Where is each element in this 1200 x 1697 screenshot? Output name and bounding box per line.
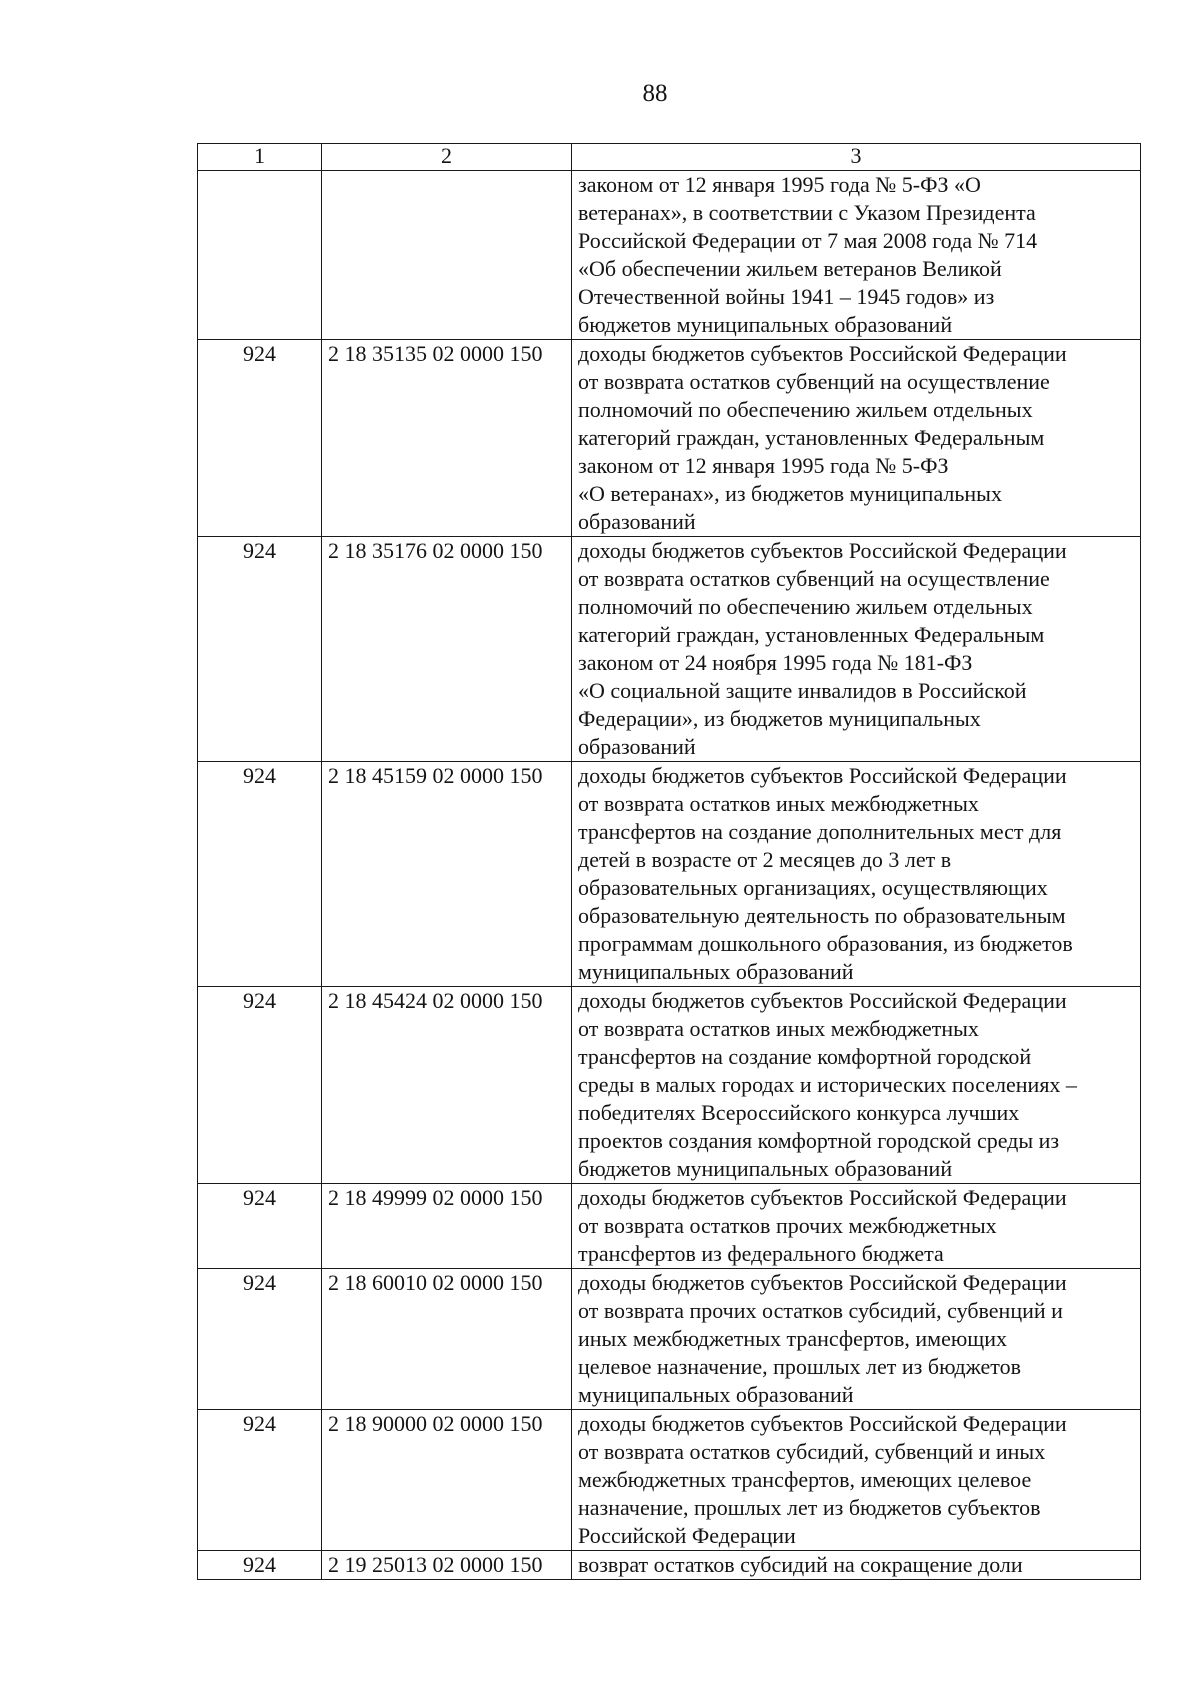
description-line: муниципальных образований [578,1382,854,1407]
description-line: иных межбюджетных трансфертов, имеющих [578,1326,1007,1351]
admin-code-cell: 924 [198,1551,322,1580]
description-line: доходы бюджетов субъектов Российской Федерации [578,763,1067,788]
description-line: целевое назначение, прошлых лет из бюджетов [578,1354,1021,1379]
description-cell [572,762,1141,987]
admin-code-cell: 924 [198,762,322,987]
description-line: от возврата остатков субвенций на осуществление [578,369,1050,394]
description-line: ветеранах», в соответствии с Указом Президента [578,200,1036,225]
page-number: 88 [642,80,668,107]
description-cell [572,1269,1141,1410]
description-line: бюджетов муниципальных образований [578,312,953,337]
description-cell [572,1410,1141,1551]
table-row [198,537,1141,762]
budget-codes-table [197,143,1141,1580]
description-line: доходы бюджетов субъектов Российской Федерации [578,988,1067,1013]
income-code-cell: 2 18 49999 02 0000 150 [322,1184,572,1269]
header-col-3: 3 [572,144,1141,171]
description-line: законом от 12 января 1995 года № 5-ФЗ «О [578,172,981,197]
description-line: доходы бюджетов субъектов Российской Федерации [578,538,1067,563]
description-line: Федерации», из бюджетов муниципальных [578,706,981,731]
description-line: межбюджетных трансфертов, имеющих целевое [578,1467,1032,1492]
description-line: от возврата остатков прочих межбюджетных [578,1213,997,1238]
admin-code-cell: 924 [198,1410,322,1551]
description-line: доходы бюджетов субъектов Российской Федерации [578,1185,1067,1210]
income-code-cell [322,171,572,340]
description-line: Российской Федерации [578,1523,796,1548]
description-line: категорий граждан, установленных Федеральным [578,622,1045,647]
description-line: категорий граждан, установленных Федеральным [578,425,1045,450]
income-code-cell: 2 18 45159 02 0000 150 [322,762,572,987]
description-line: образовательных организациях, осуществляющих [578,875,1048,900]
description-line: «Об обеспечении жильем ветеранов Великой [578,256,1002,281]
header-col-2: 2 [322,144,572,171]
description-line: от возврата остатков субвенций на осуществление [578,566,1050,591]
table-body [198,171,1141,1580]
header-col-1: 1 [198,144,322,171]
description-line: образований [578,509,696,534]
table-header-row [198,144,1141,171]
description-line: возврат остатков субсидий на сокращение доли [578,1552,1023,1577]
income-code-cell: 2 19 25013 02 0000 150 [322,1551,572,1580]
description-cell [572,537,1141,762]
description-cell [572,1551,1141,1580]
description-line: образований [578,734,696,759]
description-line: проектов создания комфортной городской среды из [578,1128,1060,1153]
description-line: от возврата остатков субсидий, субвенций и иных [578,1439,1046,1464]
description-line: Российской Федерации от 7 мая 2008 года № 714 [578,228,1038,253]
admin-code-cell: 924 [198,537,322,762]
description-line: трансфертов из федерального бюджета [578,1241,944,1266]
description-line: от возврата остатков иных межбюджетных [578,1016,979,1041]
description-cell [572,1184,1141,1269]
description-line: трансфертов на создание дополнительных мест для [578,819,1062,844]
description-cell [572,171,1141,340]
income-code-cell: 2 18 35135 02 0000 150 [322,340,572,537]
income-code-cell: 2 18 45424 02 0000 150 [322,987,572,1184]
income-code-cell: 2 18 35176 02 0000 150 [322,537,572,762]
description-line: от возврата прочих остатков субсидий, субвенций и [578,1298,1063,1323]
admin-code-cell [198,171,322,340]
description-cell [572,987,1141,1184]
admin-code-cell: 924 [198,987,322,1184]
description-line: от возврата остатков иных межбюджетных [578,791,979,816]
description-line: полномочий по обеспечению жильем отдельных [578,594,1033,619]
table-row [198,762,1141,987]
table-row [198,1410,1141,1551]
description-line: «О ветеранах», из бюджетов муниципальных [578,481,1002,506]
description-line: муниципальных образований [578,959,854,984]
table-row [198,1269,1141,1410]
table-row [198,1551,1141,1580]
admin-code-cell: 924 [198,340,322,537]
description-line: доходы бюджетов субъектов Российской Федерации [578,341,1067,366]
description-line: трансфертов на создание комфортной городской [578,1044,1032,1069]
description-line: законом от 24 ноября 1995 года № 181-ФЗ [578,650,973,675]
description-line: среды в малых городах и исторических поселениях – [578,1072,1077,1097]
description-line: доходы бюджетов субъектов Российской Федерации [578,1411,1067,1436]
income-code-cell: 2 18 90000 02 0000 150 [322,1410,572,1551]
description-line: полномочий по обеспечению жильем отдельных [578,397,1033,422]
description-line: программам дошкольного образования, из бюджетов [578,931,1073,956]
description-line: «О социальной защите инвалидов в Российской [578,678,1027,703]
admin-code-cell: 924 [198,1269,322,1410]
description-cell [572,340,1141,537]
admin-code-cell: 924 [198,1184,322,1269]
table-row [198,1184,1141,1269]
description-line: назначение, прошлых лет из бюджетов субъектов [578,1495,1041,1520]
table-row [198,987,1141,1184]
description-line: доходы бюджетов субъектов Российской Федерации [578,1270,1067,1295]
description-line: детей в возрасте от 2 месяцев до 3 лет в [578,847,952,872]
table-row [198,340,1141,537]
description-line: победителях Всероссийского конкурса лучших [578,1100,1020,1125]
description-line: законом от 12 января 1995 года № 5-ФЗ [578,453,949,478]
description-line: образовательную деятельность по образовательным [578,903,1066,928]
table-row [198,171,1141,340]
income-code-cell: 2 18 60010 02 0000 150 [322,1269,572,1410]
description-line: бюджетов муниципальных образований [578,1156,953,1181]
description-line: Отечественной войны 1941 – 1945 годов» из [578,284,995,309]
